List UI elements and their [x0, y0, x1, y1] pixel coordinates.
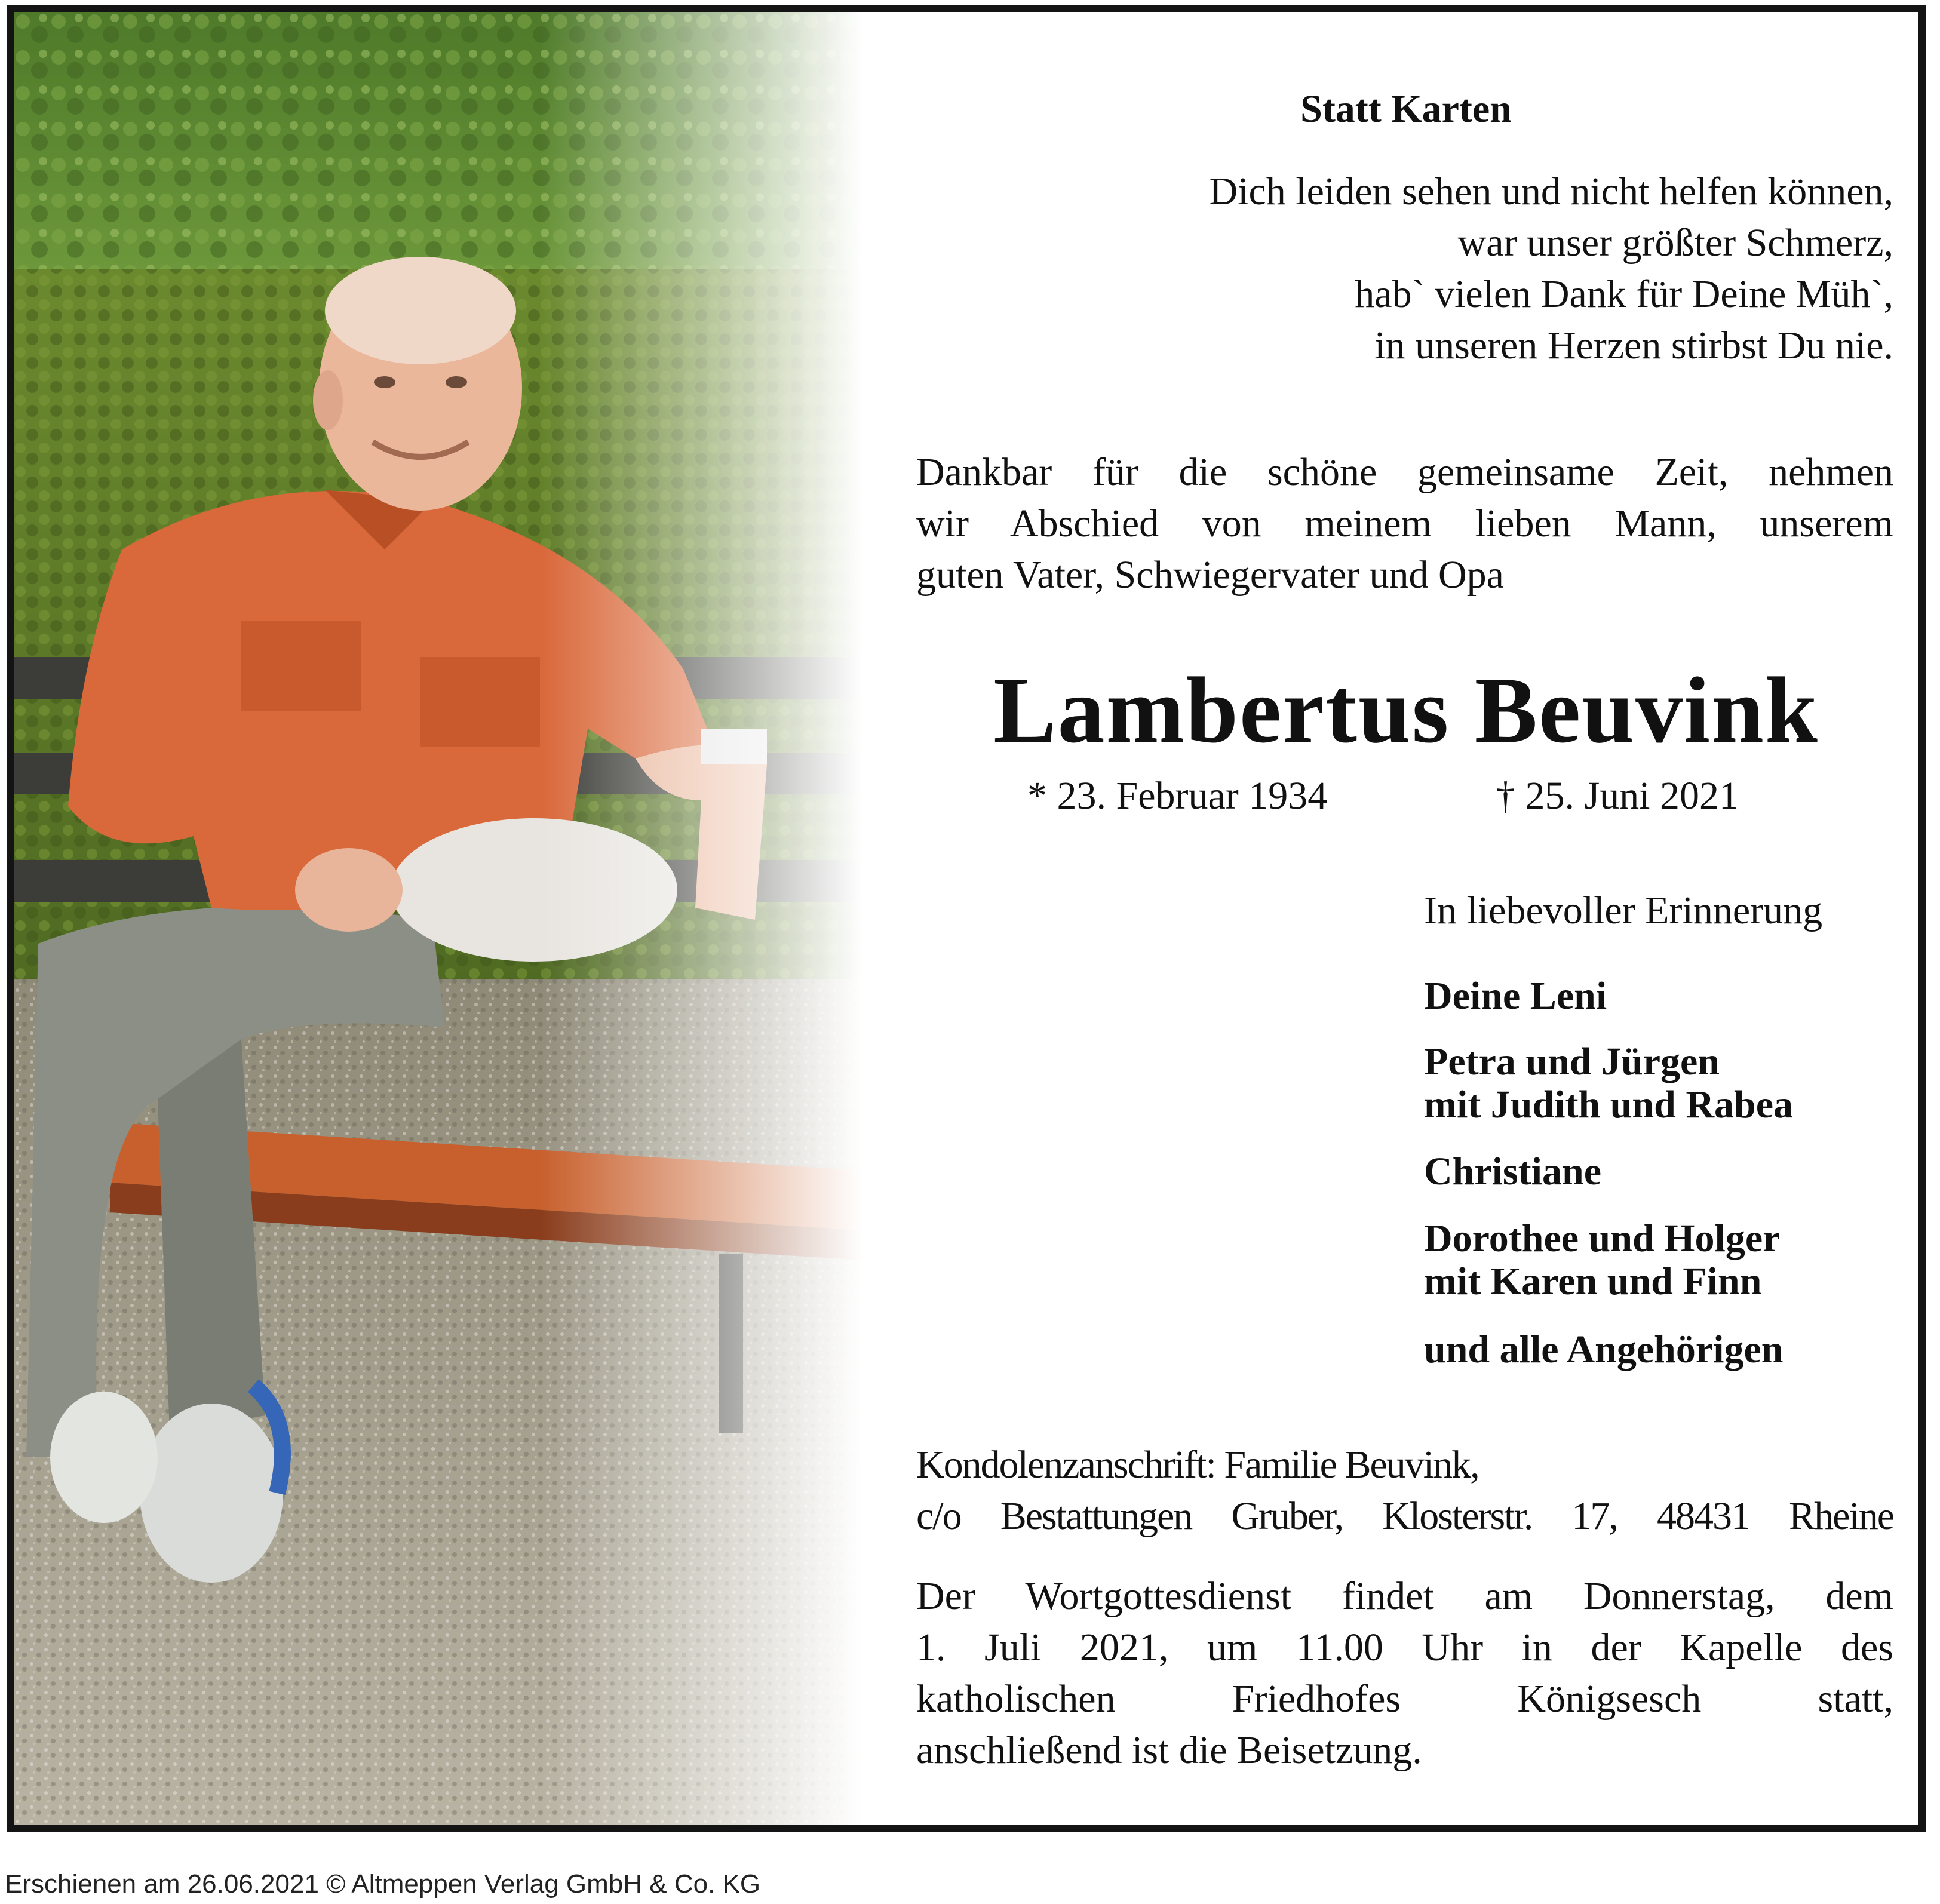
- notice-header: Statt Karten: [1300, 87, 1512, 131]
- death-date: † 25. Juni 2021: [1496, 774, 1739, 818]
- family-group: [1424, 1150, 1601, 1193]
- obituary-frame: [7, 5, 1926, 1832]
- birth-date: * 23. Februar 1934: [1027, 774, 1328, 818]
- family-line: und alle Angehörigen: [1424, 1328, 1784, 1371]
- family-line: Petra und Jürgen: [1424, 1040, 1720, 1083]
- family-line: Dorothee und Holger: [1424, 1217, 1781, 1260]
- portrait-photo: [14, 12, 862, 1825]
- family-line: Christiane: [1424, 1150, 1601, 1193]
- poem: [910, 166, 1893, 371]
- intro-line: Dankbar für die schöne gemeinsame Zeit, nehmen: [916, 450, 1893, 494]
- family-line: Deine Leni: [1424, 974, 1607, 1018]
- portrait-illustration: [14, 12, 862, 1825]
- family-group: [1424, 1040, 1793, 1126]
- condolence-line: c/o Bestattungen Gruber, Klosterstr. 17, 48431 Rheine: [916, 1494, 1893, 1538]
- family-group: [1424, 1328, 1783, 1371]
- intro-line: wir Abschied von meinem lieben Mann, unserem: [916, 502, 1893, 545]
- family-line: mit Judith und Rabea: [1424, 1083, 1794, 1126]
- poem-line: war unser größter Schmerz,: [1457, 221, 1893, 265]
- condolence-address: [916, 1439, 1893, 1542]
- service-line: 1. Juli 2021, um 11.00 Uhr in der Kapelle des: [916, 1626, 1893, 1669]
- service-line: katholischen Friedhofes Königsesch statt,: [916, 1677, 1893, 1721]
- poem-line: hab` vielen Dank für Deine Müh`,: [1355, 272, 1893, 316]
- service-info: [916, 1571, 1893, 1776]
- service-line: anschließend ist die Beisetzung.: [916, 1728, 1422, 1772]
- service-line: Der Wortgottesdienst findet am Donnerstag, dem: [916, 1574, 1893, 1618]
- intro-line: guten Vater, Schwiegervater und Opa: [916, 553, 1504, 597]
- memory-line: In liebevoller Erinnerung: [1424, 889, 1823, 932]
- family-group: [1424, 1217, 1780, 1303]
- family-line: mit Karen und Finn: [1424, 1260, 1762, 1303]
- condolence-line: Kondolenzanschrift: Familie Beuvink,: [916, 1443, 1479, 1487]
- intro-text: [916, 447, 1893, 601]
- publication-footer: Erschienen am 26.06.2021 © Altmeppen Verlag GmbH & Co. KG: [5, 1869, 761, 1899]
- deceased-name: Lambertus Beuvink: [993, 658, 1819, 763]
- family-group: [1424, 975, 1607, 1018]
- poem-line: in unseren Herzen stirbst Du nie.: [1374, 324, 1893, 367]
- poem-line: Dich leiden sehen und nicht helfen können,: [1209, 170, 1893, 213]
